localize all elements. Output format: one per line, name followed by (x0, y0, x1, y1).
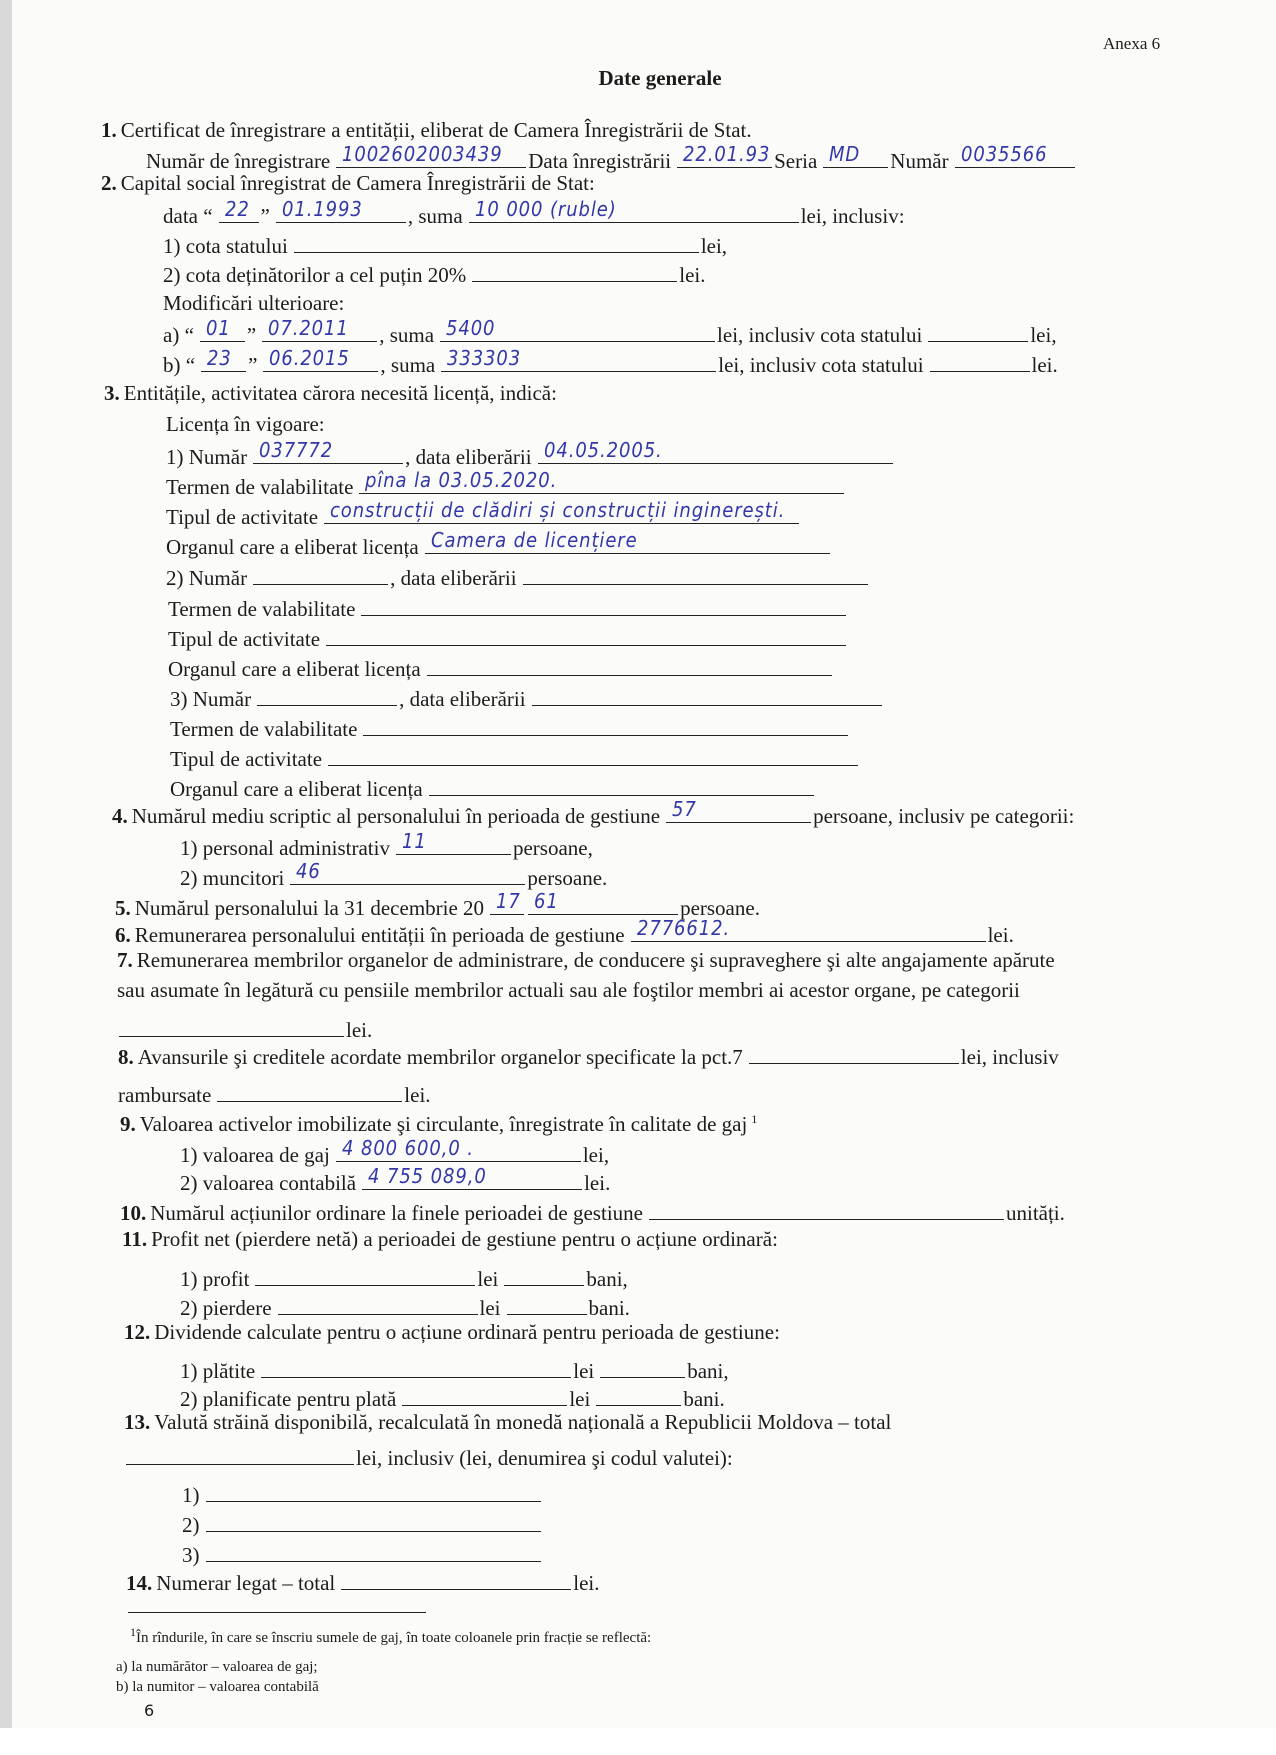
s4-title-label: Numărul mediu scriptic al personalului în perioada de gestiune (131, 804, 661, 828)
s2-b-suma-handwritten: 333303 (447, 346, 522, 370)
s3-data-eliberarii-label: , data eliberării (399, 687, 526, 711)
s4-admin-value-handwritten: 11 (401, 829, 427, 853)
form-line (120, 1112, 757, 1136)
form-line (130, 1625, 655, 1647)
s12-num-number: 12. (124, 1320, 151, 1344)
footnote-mark-label: 1 (130, 1625, 136, 1639)
s7-line1-label: Remunerarea membrilor organelor de administrare, de conducere şi supraveghere şi alte angajamente apărute (136, 948, 1055, 972)
s4-muncitori-label-label: 2) muncitori (180, 866, 285, 890)
form-line (180, 859, 611, 890)
s13-i3-label: 3) (182, 1543, 200, 1567)
s5-value-handwritten: 61 (534, 889, 559, 913)
s2-day-handwritten: 22 (224, 197, 250, 221)
s3-numar-2-label: 2) Număr (166, 566, 248, 590)
annex-label: Anexa 6 (1103, 34, 1161, 53)
s7-num-number: 7. (117, 948, 133, 972)
s7-tail-label: lei. (346, 1018, 373, 1042)
form-line (163, 346, 1062, 377)
s5-num-number: 5. (115, 896, 131, 920)
s3-tipul-label: Tipul de activitate (170, 747, 323, 771)
s5-year-handwritten: 17 (496, 889, 521, 913)
s10-title-label: Numărul acțiunilor ordinare la finele perioadei de gestiune (150, 1201, 643, 1225)
s6-tail-label: lei. (987, 923, 1014, 947)
s9-lei-comma-label: lei, (582, 1143, 610, 1167)
form-line (163, 291, 348, 315)
s3-data-eliberarii-label: , data eliberării (405, 445, 532, 469)
footnote-text-label: În rîndurile, în care se înscriu sumele de gaj, în toate coloanele prin fracție se reflectă: (136, 1630, 652, 1646)
blank-field[interactable] (429, 774, 814, 796)
s2-inclusiv-cota-label: lei, inclusiv cota statului (718, 353, 924, 377)
s3-numar-3-label: 3) Număr (170, 687, 252, 711)
s8-tail2-label: lei. (404, 1083, 431, 1107)
form-line (180, 829, 597, 860)
s2-suma-handwritten: 10 000 (ruble) (474, 197, 617, 221)
s3-title-label: Entitățile, activitatea cărora necesită licență, indică: (123, 381, 557, 405)
s3-l1-organul-handwritten: Camera de licențiere (430, 528, 638, 552)
form-line (116, 1679, 323, 1696)
s2-month-year-handwritten: 01.1993 (281, 197, 363, 221)
s2-a-month-year-handwritten: 07.2011 (268, 316, 349, 340)
s2-a-month-year-field[interactable] (262, 316, 377, 342)
s5-title-label: Numărul personalului la 31 decembrie 20 (134, 896, 485, 920)
s2-suma-label-label: , suma (379, 323, 435, 347)
s1-title-label: Certificat de înregistrare a entității, eliberat de Camera Înregistrării de Stat. (120, 118, 752, 142)
scan-margin (0, 1728, 1276, 1755)
s2-lei-inclusiv-label: lei, inclusiv: (800, 204, 905, 228)
form-line (104, 381, 561, 405)
s8-title-label: Avansurile şi creditele acordate membrilor organelor specificate la pct.7 (137, 1045, 743, 1069)
blank-field[interactable] (206, 1510, 541, 1532)
form-line (166, 528, 832, 559)
s1-number-value-handwritten: 0035566 (960, 142, 1048, 166)
s11-pierdere-label: 2) pierdere (180, 1296, 272, 1320)
s2-a-suma-handwritten: 5400 (446, 316, 496, 340)
form-line (163, 197, 909, 228)
s11-profit-label: 1) profit (180, 1267, 250, 1291)
s1-date-label-label: Data înregistrării (528, 149, 672, 173)
s11-num-number: 11. (122, 1227, 148, 1251)
s2-b-label-label: b) “ (163, 353, 196, 377)
s3-tipul-label: Tipul de activitate (166, 505, 319, 529)
s2-modificari-label: Modificări ulterioare: (163, 291, 345, 315)
form-line (180, 1356, 733, 1383)
s6-title-label: Remunerarea personalului entității în perioada de gestiune (134, 923, 625, 947)
blank-field[interactable] (361, 594, 846, 616)
s11-bani-comma-label: bani, (586, 1267, 628, 1291)
s3-termen-label: Termen de valabilitate (166, 475, 354, 499)
s5-value-field[interactable] (528, 889, 678, 915)
s2-a-label-label: a) “ (163, 323, 194, 347)
s3-termen-label: Termen de valabilitate (168, 597, 356, 621)
s2-quote-close-label: ” (260, 204, 270, 228)
form-line (180, 1136, 613, 1167)
s2-quote-close-label: ” (248, 353, 258, 377)
form-line (166, 498, 801, 529)
s3-l1-termen-handwritten: pîna la 03.05.2020. (365, 468, 558, 492)
blank-field[interactable] (600, 1356, 685, 1378)
s1-date-value-field[interactable] (677, 142, 772, 168)
blank-field[interactable] (363, 714, 848, 736)
s2-inclusiv-cota-label: lei, inclusiv cota statului (717, 323, 923, 347)
blank-field[interactable] (504, 1264, 584, 1286)
s2-b-month-year-handwritten: 06.2015 (269, 346, 351, 370)
form-line (124, 1320, 784, 1344)
blank-field[interactable] (427, 654, 832, 676)
form-line (180, 1293, 634, 1320)
form-line (126, 1568, 604, 1595)
s3-licenta-vigoare-label: Licența în vigoare: (166, 412, 325, 436)
s12-bani-dot-label: bani. (683, 1387, 725, 1411)
blank-field[interactable] (206, 1540, 541, 1562)
form-line (180, 1164, 614, 1195)
s12-platite-label: 1) plătite (180, 1359, 256, 1383)
s9-title-label: Valoarea activelor imobilizate şi circulante, înregistrate în calitate de gaj (139, 1112, 748, 1136)
blank-field[interactable] (341, 1568, 571, 1590)
s3-l1-termen-field[interactable] (359, 468, 844, 494)
footnote-a-label: a) la numărător – valoarea de gaj; (116, 1659, 318, 1675)
form-line (122, 1227, 782, 1251)
s9-sup-label: 1 (751, 1112, 758, 1126)
blank-field[interactable] (217, 1080, 402, 1102)
s2-suma-field[interactable] (469, 197, 799, 223)
s2-suma-label-label: , suma (407, 204, 463, 228)
s2-day-field[interactable] (219, 197, 259, 223)
blank-field[interactable] (402, 1384, 567, 1406)
s3-l1-organul-field[interactable] (425, 528, 830, 554)
s2-b-day-field[interactable] (201, 346, 246, 372)
s1-series-value-field[interactable] (823, 142, 888, 168)
s13-i1-label: 1) (182, 1483, 200, 1507)
s9-lei-dot-label: lei. (584, 1171, 611, 1195)
s9-contabila-label-label: 2) valoarea contabilă (180, 1171, 357, 1195)
form-line (115, 916, 1018, 947)
s1-num-number: 1. (101, 118, 117, 142)
s4-admin-value-field[interactable] (396, 829, 511, 855)
form-line (166, 563, 870, 590)
s4-muncitori-value-field[interactable] (290, 859, 525, 885)
s9-contabila-value-field[interactable] (362, 1164, 582, 1190)
s13-title-label: Valută străină disponibilă, recalculată în monedă națională a Republicii Moldova – total (154, 1410, 892, 1434)
form-line (170, 714, 850, 741)
s4-pers-comma-label: persoane, (512, 836, 593, 860)
s5-tail-label: persoane. (680, 896, 760, 920)
s9-gaj-value-handwritten: 4 800 600,0 . (341, 1136, 474, 1160)
s8-tail-label: lei, inclusiv (960, 1045, 1059, 1069)
s14-num-number: 14. (126, 1571, 153, 1595)
blank-field[interactable] (596, 1384, 681, 1406)
s1-number-label-label: Număr (890, 149, 949, 173)
s4-tail-label: persoane, inclusiv pe categorii: (813, 804, 1075, 828)
s8-num-number: 8. (118, 1045, 134, 1069)
blank-field[interactable] (649, 1198, 1004, 1220)
form-line (112, 797, 1078, 828)
s1-date-value-handwritten: 22.01.93 (683, 142, 771, 166)
s3-tipul-label: Tipul de activitate (168, 627, 321, 651)
form-line (182, 1540, 543, 1567)
s3-l1-numar-handwritten: 037772 (259, 438, 334, 462)
s13-i2-label: 2) (182, 1513, 200, 1537)
blank-field[interactable] (930, 350, 1030, 372)
form-line (117, 978, 1024, 1002)
form-line (166, 468, 846, 499)
footnote-b-label: b) la numitor – valoarea contabilă (116, 1679, 319, 1695)
form-line (124, 1410, 895, 1434)
blank-field[interactable] (206, 1480, 541, 1502)
form-line (124, 1443, 737, 1470)
s11-lei-label: lei (479, 1296, 501, 1320)
blank-field[interactable] (523, 563, 868, 585)
s3-l1-data-field[interactable] (538, 438, 893, 464)
form-line (170, 684, 884, 711)
form-line (120, 1198, 1069, 1225)
form-line (170, 774, 816, 801)
footnote-separator (128, 1612, 426, 1613)
s1-series-value-handwritten: MD (829, 142, 861, 166)
s11-lei-label: lei (477, 1267, 499, 1291)
blank-field[interactable] (253, 563, 388, 585)
s2-cota-statului-label: 1) cota statului (163, 234, 288, 258)
form-line (182, 1480, 543, 1507)
s6-value-handwritten: 2776612. (636, 916, 730, 940)
blank-field[interactable] (507, 1293, 587, 1315)
s1-reg-value-handwritten: 1002602003439 (342, 142, 503, 166)
s2-month-year-field[interactable] (276, 197, 406, 223)
form-line (163, 260, 709, 287)
s14-title-label: Numerar legat – total (156, 1571, 336, 1595)
form-line (117, 1015, 376, 1042)
form-line (101, 171, 599, 195)
s2-lei-dot-label: lei. (679, 263, 706, 287)
form-line (168, 654, 834, 681)
blank-field[interactable] (119, 1015, 344, 1037)
s2-quote-close-label: ” (246, 323, 257, 347)
s9-gaj-label-label: 1) valoarea de gaj (180, 1143, 330, 1167)
s2-num-number: 2. (101, 171, 117, 195)
s2-data-label-label: data “ (163, 204, 213, 228)
s14-tail-label: lei. (573, 1571, 600, 1595)
s13-num-number: 13. (124, 1410, 151, 1434)
s11-bani-dot-label: bani. (588, 1296, 630, 1320)
s3-l1-tipul-handwritten: construcții de clădiri și construcții inginerești. (330, 498, 786, 522)
form-line (168, 594, 848, 621)
s7-line2-label: sau asumate în legătură cu pensiile membrilor actuali sau ale foştilor membri ai acestor organe, pe categorii (117, 978, 1020, 1002)
s4-pers-dot-label: persoane. (527, 866, 608, 890)
s4-admin-label-label: 1) personal administrativ (180, 836, 390, 860)
blank-field[interactable] (532, 684, 882, 706)
form-line (118, 1042, 1063, 1069)
form-line (166, 438, 895, 469)
blank-field[interactable] (326, 624, 846, 646)
blank-field[interactable] (749, 1042, 959, 1064)
s3-l1-numar-field[interactable] (253, 438, 403, 464)
s2-suma-label-label: , suma (380, 353, 436, 377)
s10-tail-label: unități. (1005, 1201, 1065, 1225)
blank-field[interactable] (472, 260, 677, 282)
form-line (180, 1264, 632, 1291)
s8-rambursate-label: rambursate (118, 1083, 212, 1107)
s4-value-handwritten: 57 (672, 797, 697, 821)
s3-organul-label: Organul care a eliberat licența (170, 777, 423, 801)
s3-organul-label: Organul care a eliberat licența (166, 535, 419, 559)
s6-num-number: 6. (115, 923, 131, 947)
s5-year-field[interactable] (490, 889, 524, 915)
s1-number-value-field[interactable] (955, 142, 1075, 168)
blank-field[interactable] (255, 1264, 475, 1286)
blank-field[interactable] (261, 1356, 571, 1378)
s3-l1-tipul-field[interactable] (324, 498, 799, 524)
s9-gaj-value-field[interactable] (336, 1136, 581, 1162)
form-line (182, 1510, 543, 1537)
s4-muncitori-value-handwritten: 46 (296, 859, 322, 883)
blank-field[interactable] (294, 231, 699, 253)
s2-title-label: Capital social înregistrat de Camera Înregistrării de Stat: (120, 171, 595, 195)
s13-tail-label: lei, inclusiv (lei, denumirea şi codul valutei): (356, 1446, 733, 1470)
s9-contabila-value-handwritten: 4 755 089,0 (368, 1164, 487, 1188)
blank-field[interactable] (328, 744, 858, 766)
s2-lei-comma-label: lei, (700, 234, 728, 258)
form-line (163, 231, 731, 258)
form-line (116, 1659, 322, 1676)
s12-bani-comma-label: bani, (687, 1359, 729, 1383)
s3-num-number: 3. (104, 381, 120, 405)
s1-reg-value-field[interactable] (336, 142, 526, 168)
s9-num-number: 9. (120, 1112, 136, 1136)
s12-title-label: Dividende calculate pentru o acțiune ordinară pentru perioada de gestiune: (154, 1320, 780, 1344)
form-line (118, 1080, 435, 1107)
form-line (146, 142, 1077, 173)
s4-num-number: 4. (112, 804, 128, 828)
s10-num-number: 10. (120, 1201, 147, 1225)
scan-edge (0, 0, 12, 1755)
s3-termen-label: Termen de valabilitate (170, 717, 358, 741)
s2-a-day-field[interactable] (200, 316, 245, 342)
s3-l1-data-handwritten: 04.05.2005. (543, 438, 663, 462)
s2-lei-dot-label: lei. (1031, 353, 1058, 377)
form-line (168, 624, 848, 651)
form-line (166, 412, 329, 436)
s3-data-eliberarii-label: , data eliberării (390, 566, 517, 590)
page-number: 6 (144, 1701, 155, 1720)
s3-organul-label: Organul care a eliberat licența (168, 657, 421, 681)
s2-cota-detinatori-label: 2) cota deținătorilor a cel puțin 20% (163, 263, 467, 287)
form-line (101, 118, 756, 142)
s2-a-day-handwritten: 01 (205, 316, 231, 340)
form-line (117, 948, 1059, 972)
s3-numar-1-label: 1) Număr (166, 445, 248, 469)
s1-reg-label-label: Număr de înregistrare (146, 149, 331, 173)
s11-title-label: Profit net (pierdere netă) a perioadei de gestiune pentru o acțiune ordinară: (151, 1227, 778, 1251)
blank-field[interactable] (257, 684, 397, 706)
blank-field[interactable] (928, 320, 1028, 342)
s6-value-field[interactable] (631, 916, 986, 942)
s2-a-suma-field[interactable] (440, 316, 715, 342)
s12-lei-label: lei (569, 1387, 591, 1411)
form-line (163, 316, 1061, 347)
s2-b-suma-field[interactable] (441, 346, 716, 372)
blank-field[interactable] (126, 1443, 354, 1465)
form-line (115, 889, 764, 920)
s2-b-day-handwritten: 23 (207, 346, 232, 370)
s2-b-month-year-field[interactable] (263, 346, 378, 372)
s12-planificate-label: 2) planificate pentru plată (180, 1387, 397, 1411)
page-title: Date generale (598, 66, 722, 90)
s4-value-field[interactable] (666, 797, 811, 823)
form-line (170, 744, 860, 771)
s2-lei-comma-label: lei, (1030, 323, 1057, 347)
s1-series-label-label: Seria (774, 149, 818, 173)
s12-lei-label: lei (573, 1359, 595, 1383)
blank-field[interactable] (278, 1293, 478, 1315)
form-line (180, 1384, 729, 1411)
